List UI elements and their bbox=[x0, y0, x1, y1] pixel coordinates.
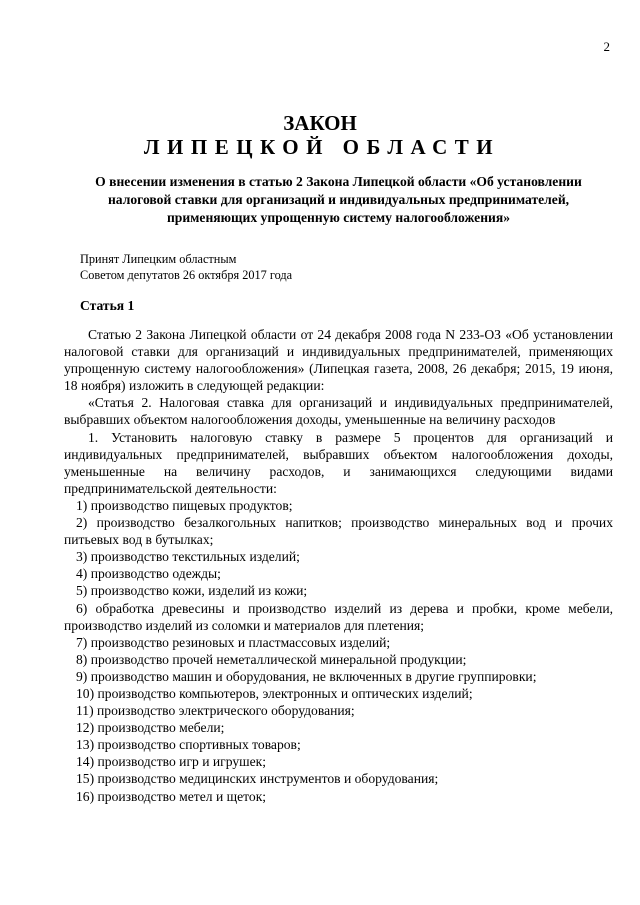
list-item: 14) производство игр и игрушек; bbox=[76, 754, 267, 770]
article-2-title-paragraph: «Статья 2. Налоговая ставка для организаций и индивидуальных предпринимателей, выбравших объектом налогообложения доходы, уменьшенные на величину расходов bbox=[64, 395, 613, 428]
list-item: 3) производство текстильных изделий; bbox=[76, 549, 300, 565]
article-body bbox=[64, 326, 613, 805]
list-item: 7) производство резиновых и пластмассовых изделий; bbox=[76, 634, 391, 650]
adoption-note-line-1: Принят Липецким областным bbox=[80, 252, 237, 266]
list-item: 16) производство метел и щеток; bbox=[76, 788, 267, 804]
list-item: 2) производство безалкогольных напитков; производство минеральных вод и прочих питьевых вод в бутылках; bbox=[64, 515, 613, 548]
adoption-note-line-2: Советом депутатов 26 октября 2017 года bbox=[80, 268, 293, 282]
list-item: 13) производство спортивных товаров; bbox=[76, 737, 301, 753]
list-item: 12) производство мебели; bbox=[76, 720, 225, 736]
list-item: 1) производство пищевых продуктов; bbox=[76, 497, 293, 513]
list-item: 10) производство компьютеров, электронных и оптических изделий; bbox=[76, 685, 473, 701]
document-title-law: ЗАКОН bbox=[283, 111, 357, 135]
law-subtitle: О внесении изменения в статью 2 Закона Липецкой области «Об установлении налоговой ставки для организаций и индивидуальных предпринимателей, применяющих упрощенную систему налогообложения» bbox=[95, 174, 582, 225]
adoption-note bbox=[80, 251, 292, 283]
list-item: 15) производство медицинских инструментов и оборудования; bbox=[76, 771, 439, 787]
article-heading: Статья 1 bbox=[80, 298, 135, 313]
page-number: 2 bbox=[603, 39, 610, 54]
list-item: 5) производство кожи, изделий из кожи; bbox=[76, 583, 308, 599]
list-item: 8) производство прочей неметаллической минеральной продукции; bbox=[76, 651, 467, 667]
list-item: 9) производство машин и оборудования, не включенных в другие группировки; bbox=[76, 668, 537, 684]
list-item: 11) производство электрического оборудования; bbox=[76, 703, 355, 719]
point-1-paragraph: 1. Установить налоговую ставку в размере 5 процентов для организаций и индивидуальных предпринимателей, выбравших объектом налогообложения доходы, уменьшенные на величину расходов, и занимающихся следующими видами предпринимательской деятельности: bbox=[64, 429, 613, 496]
list-item: 6) обработка древесины и производство изделий из дерева и пробки, кроме мебели, производство изделий из соломки и материалов для плетения; bbox=[64, 600, 613, 633]
intro-paragraph: Статью 2 Закона Липецкой области от 24 декабря 2008 года N 233-ОЗ «Об установлении налоговой ставки для организаций и индивидуальных предпринимателей, применяющих упрощенную систему налогообложения» (Липецкая газета, 2008, 26 декабря; 2015, 19 июня, 18 ноября) изложить в следующей редакции: bbox=[64, 327, 613, 394]
list-item: 4) производство одежды; bbox=[76, 566, 221, 582]
document-title-region: ЛИПЕЦКОЙ ОБЛАСТИ bbox=[143, 135, 501, 159]
